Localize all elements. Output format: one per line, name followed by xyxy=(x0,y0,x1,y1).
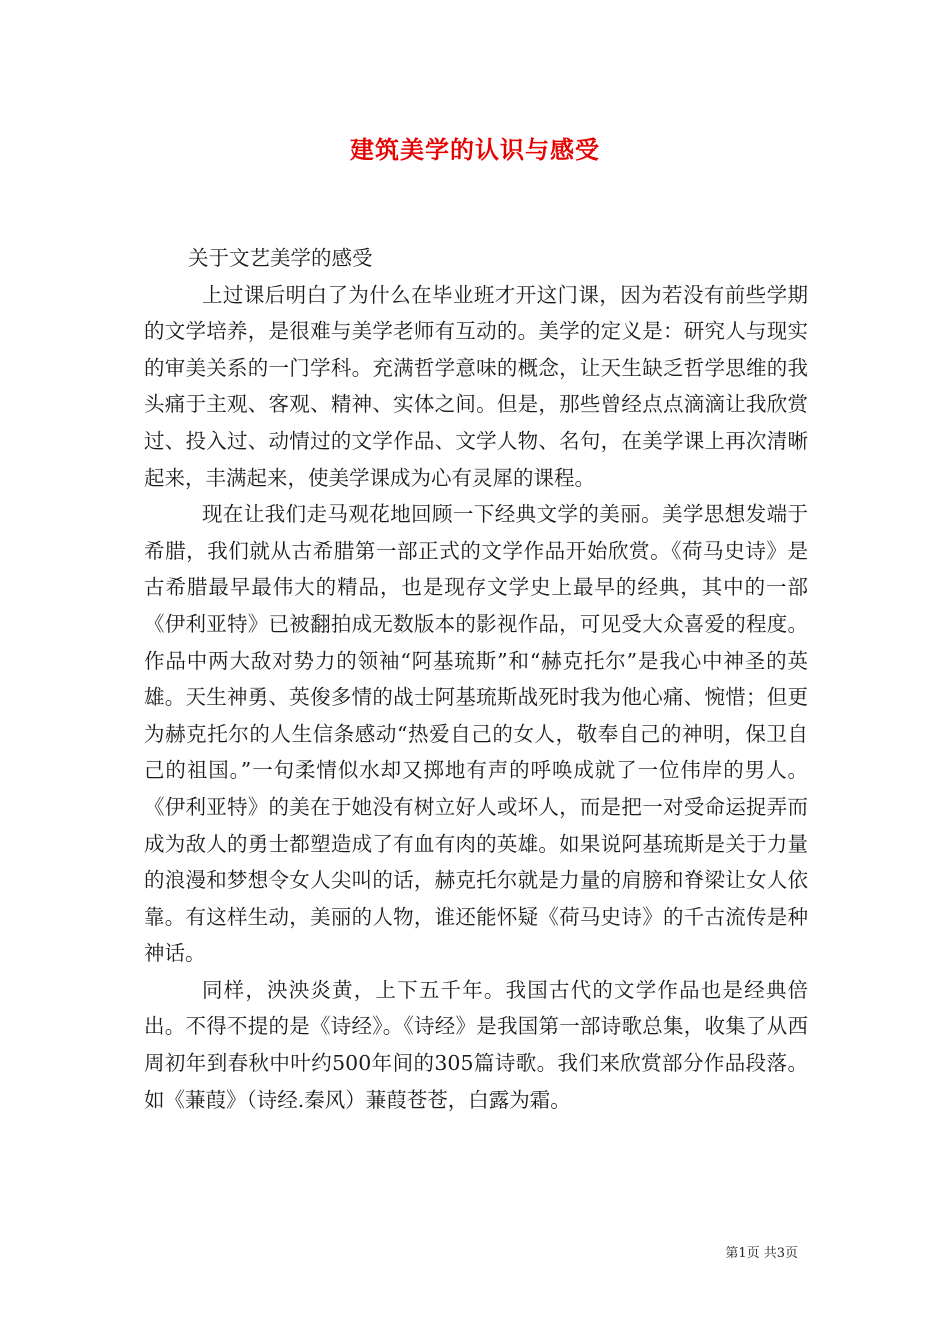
document-body xyxy=(144,240,808,1118)
paragraph-2: 现在让我们走马观花地回顾一下经典文学的美丽。美学思想发端于希腊，我们就从古希腊第一部正式的文学作品开始欣赏。《荷马史诗》是古希腊最早最伟大的精品，也是现存文学史上最早的经典，其中的一部《伊利亚特》已被翻拍成无数版本的影视作品，可见受大众喜爱的程度。作品中两大敌对势力的领袖“阿基琉斯”和“赫克托尔”是我心中神圣的英雄。天生神勇、英俊多情的战士阿基琉斯战死时我为他心痛、惋惜；但更为赫克托尔的人生信条感动“热爱自己的女人，敬奉自己的神明，保卫自己的祖国。”一句柔情似水却又掷地有声的呼唤成就了一位伟岸的男人。《伊利亚特》的美在于她没有树立好人或坏人，而是把一对受命运捉弄而成为敌人的勇士都塑造成了有血有肉的英雄。如果说阿基琉斯是关于力量的浪漫和梦想令女人尖叫的话，赫克托尔就是力量的肩膀和脊梁让女人依靠。有这样生动，美丽的人物，谁还能怀疑《荷马史诗》的千古流传是种神话。 xyxy=(144,502,808,966)
section-subheading: 关于文艺美学的感受 xyxy=(188,246,373,270)
paragraph-3: 同样，泱泱炎黄，上下五千年。我国古代的文学作品也是经典倍出。不得不提的是《诗经》。《诗经》是我国第一部诗歌总集，收集了从西周初年到春秋中叶约500年间的305篇诗歌。我们来欣赏部分作品段落。如《蒹葭》（诗经.秦风）蒹葭苍苍，白露为霜。 xyxy=(144,977,808,1112)
page-number-footer: 第1页 共3页 xyxy=(725,1246,798,1261)
paragraph-1: 上过课后明白了为什么在毕业班才开这门课，因为若没有前些学期的文学培养，是很难与美学老师有互动的。美学的定义是：研究人与现实的审美关系的一门学科。充满哲学意味的概念，让天生缺乏哲学思维的我头痛于主观、客观、精神、实体之间。但是，那些曾经点点滴滴让我欣赏过、投入过、动情过的文学作品、文学人物、名句，在美学课上再次清晰起来，丰满起来，使美学课成为心有灵犀的课程。 xyxy=(144,282,808,490)
document-title: 建筑美学的认识与感受 xyxy=(350,135,600,164)
